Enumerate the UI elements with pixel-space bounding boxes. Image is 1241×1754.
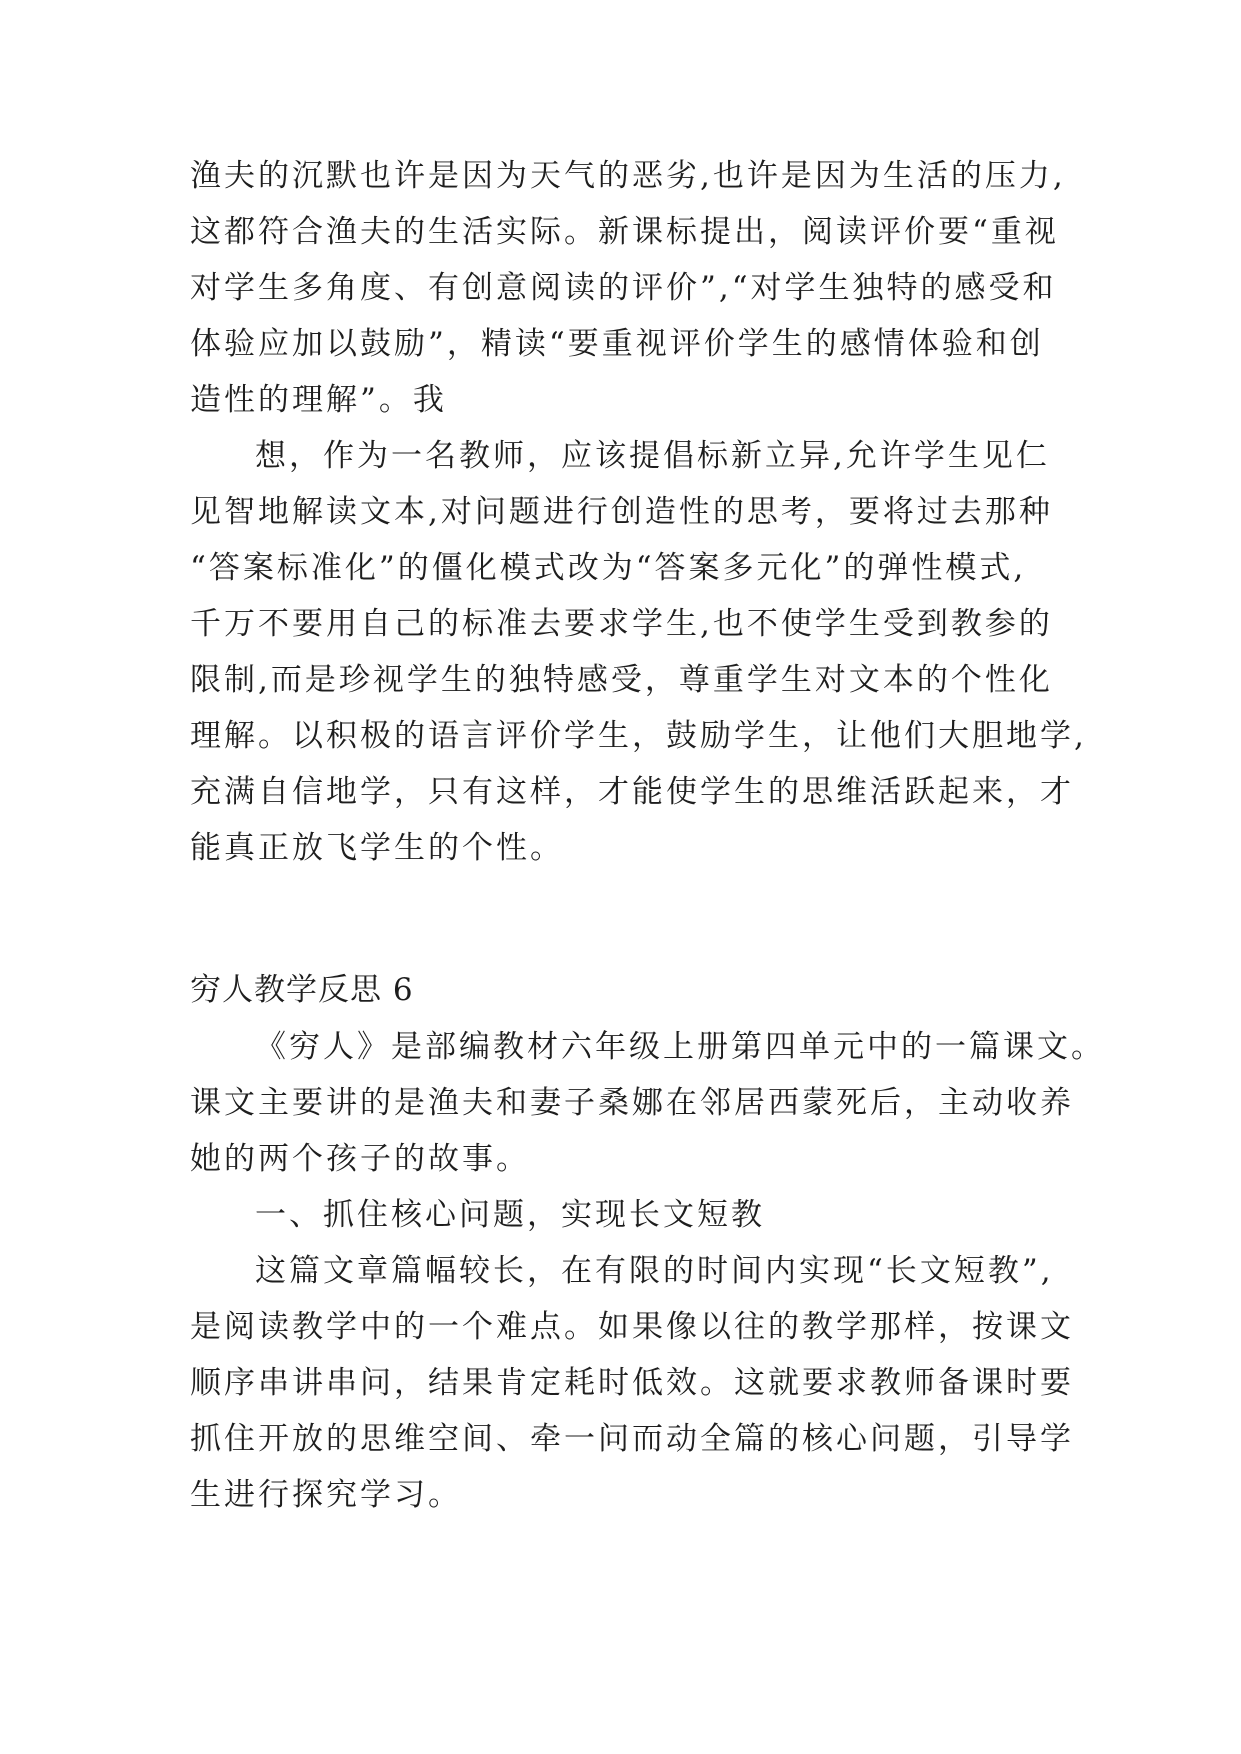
paragraph-line: 能真正放飞学生的个性。: [190, 830, 564, 866]
subheading-line: 一、抓住核心问题，实现长文短教: [255, 1197, 765, 1233]
paragraph-line: 课文主要讲的是渔夫和妻子桑娜在邻居西蒙死后，主动收养: [190, 1085, 1074, 1121]
section-heading: 穷人教学反思 6: [190, 972, 414, 1008]
paragraph-line: 对学生多角度、有创意阅读的评价”,“对学生独特的感受和: [190, 270, 1057, 306]
paragraph-line: 限制,而是珍视学生的独特感受，尊重学生对文本的个性化: [190, 662, 1053, 698]
paragraph-line: “答案标准化”的僵化模式改为“答案多元化”的弹性模式,: [190, 550, 1027, 586]
paragraph-line: 《穷人》是部编教材六年级上册第四单元中的一篇课文。: [255, 1029, 1105, 1065]
paragraph-line: 见智地解读文本,对问题进行创造性的思考，要将过去那种: [190, 494, 1053, 530]
paragraph-line: 是阅读教学中的一个难点。如果像以往的教学那样，按课文: [190, 1309, 1074, 1345]
paragraph-line: 千万不要用自己的标准去要求学生,也不使学生受到教参的: [190, 606, 1053, 642]
paragraph-line: 理解。以积极的语言评价学生，鼓励学生，让他们大胆地学,: [190, 718, 1087, 754]
paragraph-line: 想，作为一名教师，应该提倡标新立异,允许学生见仁: [255, 438, 1050, 474]
paragraph-line: 充满自信地学，只有这样，才能使学生的思维活跃起来，才: [190, 774, 1074, 810]
paragraph-line: 体验应加以鼓励”，精读“要重视评价学生的感情体验和创: [190, 326, 1044, 362]
paragraph-line: 渔夫的沉默也许是因为天气的恶劣,也许是因为生活的压力,: [190, 158, 1066, 194]
paragraph-line: 造性的理解”。我: [190, 382, 447, 418]
paragraph-line: 生进行探究学习。: [190, 1477, 462, 1513]
paragraph-line: 她的两个孩子的故事。: [190, 1141, 530, 1177]
paragraph-line: 这都符合渔夫的生活实际。新课标提出，阅读评价要“重视: [190, 214, 1059, 250]
paragraph-line: 顺序串讲串问，结果肯定耗时低效。这就要求教师备课时要: [190, 1365, 1074, 1401]
paragraph-line: 抓住开放的思维空间、牵一问而动全篇的核心问题，引导学: [190, 1421, 1074, 1457]
paragraph-line: 这篇文章篇幅较长，在有限的时间内实现“长文短教”,: [255, 1253, 1054, 1289]
